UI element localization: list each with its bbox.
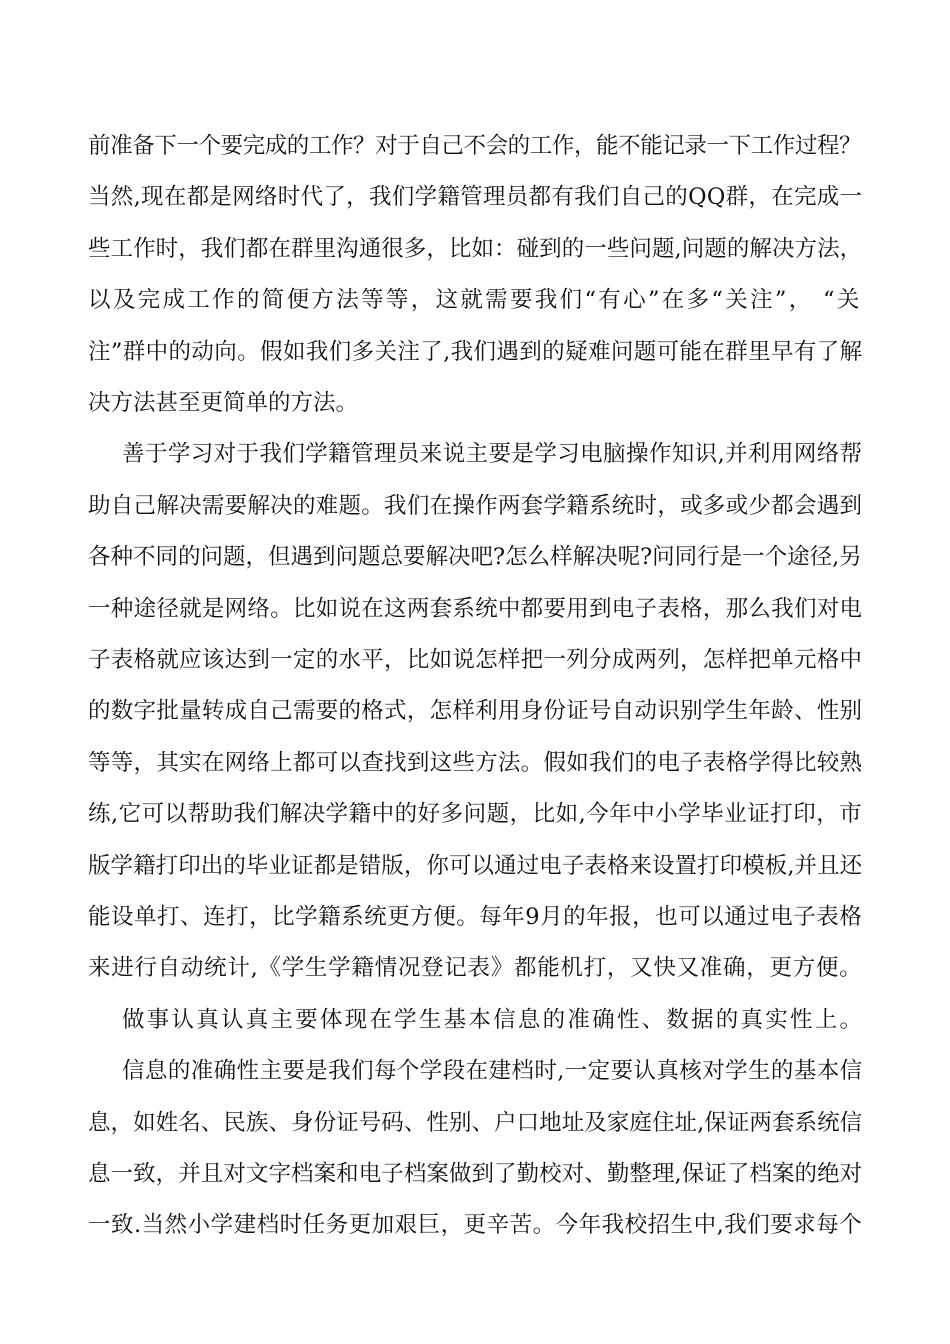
text-line: 前准备下一个要完成的工作？对于自己不会的工作，能不能记录一下工作过程？ [88,133,862,159]
text-line: 以及完成工作的简便方法等等，这就需要我们“有心”在多“关注”， “关 [88,287,862,314]
text-line: 等等，其实在网络上都可以查找到这些方法。假如我们的电子表格学得比较熟 [88,749,863,776]
text-line: 善于学习对于我们学籍管理员来说主要是学习电脑操作知识,并利用网络帮 [122,441,863,468]
text-line: 的数字批量转成自己需要的格式，怎样利用身份证号自动识别学生年龄、性别 [88,698,863,725]
text-line: 子表格就应该达到一定的水平，比如说怎样把一列分成两列，怎样把单元格中 [88,647,863,673]
text-line: 版学籍打印出的毕业证都是错版，你可以通过电子表格来设置打印模板,并且还 [88,852,863,879]
text-line: 息一致，并且对文字档案和电子档案做到了勤校对、勤整理,保证了档案的绝对 [88,1161,863,1187]
text-line: 一种途径就是网络。比如说在这两套系统中都要用到电子表格，那么我们对电 [88,595,863,622]
text-line: 决方法甚至更简单的方法。 [88,390,359,416]
text-line: 助自己解决需要解决的难题。我们在操作两套学籍系统时，或多或少都会遇到 [88,492,863,519]
text-line: 注”群中的动向。假如我们多关注了,我们遇到的疑难问题可能在群里早有了解 [88,338,863,365]
text-line: 一致.当然小学建档时任务更加艰巨，更辛苦。今年我校招生中,我们要求每个 [88,1212,863,1239]
text-line: 来进行自动统计,《学生学籍情况登记表》都能机打，又快又准确，更方便。 [88,955,863,982]
text-line: 当然,现在都是网络时代了，我们学籍管理员都有我们自己的QQ群，在完成一 [88,184,863,211]
text-line: 练,它可以帮助我们解决学籍中的好多问题，比如,今年中小学毕业证打印，市 [88,801,863,828]
text-line: 信息的准确性主要是我们每个学段在建档时,一定要认真核对学生的基本信 [122,1058,863,1085]
text-line: 各种不同的问题，但遇到问题总要解决吧?怎么样解决呢?问同行是一个途径,另 [88,544,862,571]
text-line: 能设单打、连打，比学籍系统更方便。每年9月的年报，也可以通过电子表格 [88,904,863,930]
text-line: 些工作时，我们都在群里沟通很多，比如：碰到的一些问题,问题的解决方法， [88,235,863,262]
text-line: 做事认真认真主要体现在学生基本信息的准确性、数据的真实性上。 [122,1006,865,1033]
text-line: 息，如姓名、民族、身份证号码、性别、户口地址及家庭住址,保证两套系统信 [88,1109,863,1136]
